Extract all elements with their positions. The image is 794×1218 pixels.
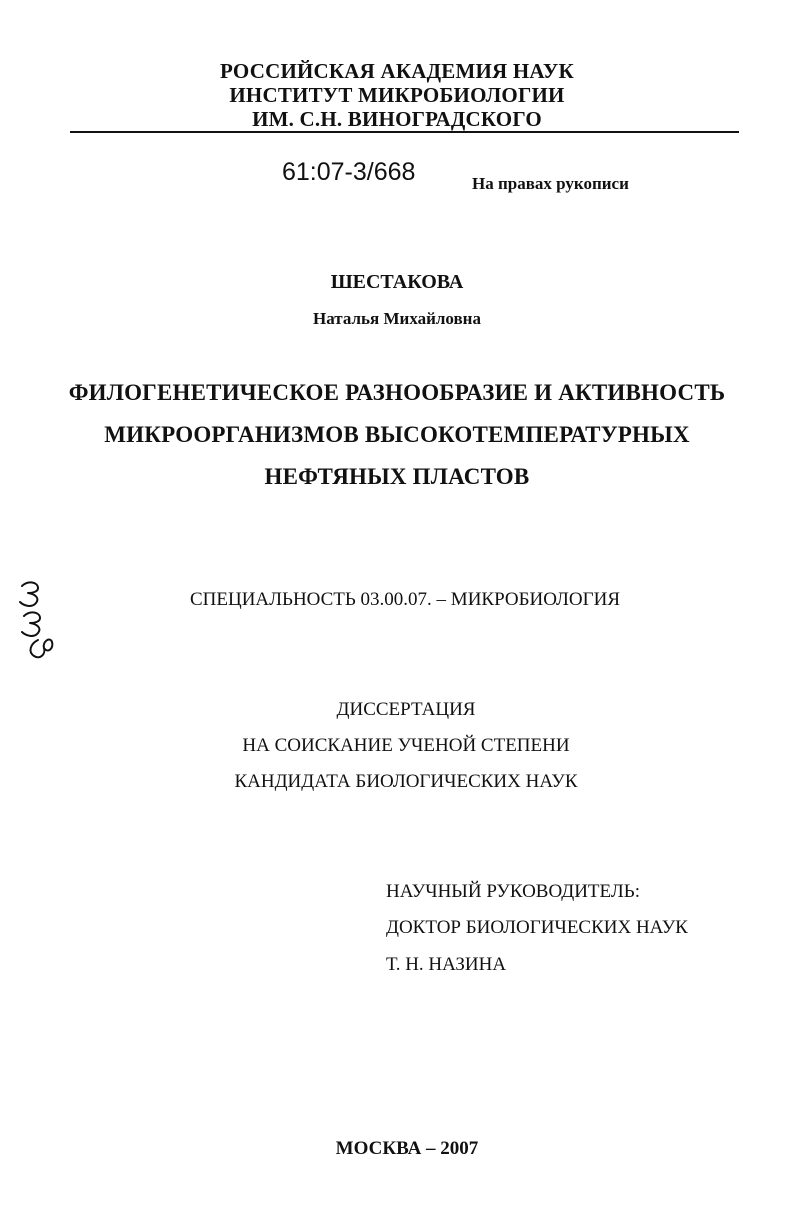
org-line-3: ИМ. С.Н. ВИНОГРАДСКОГО <box>252 107 542 131</box>
title-line-1: ФИЛОГЕНЕТИЧЕСКОЕ РАЗНООБРАЗИЕ И АКТИВНОСТЬ <box>68 380 726 405</box>
org-line-1: РОССИЙСКАЯ АКАДЕМИЯ НАУК <box>220 59 574 83</box>
city-year: МОСКВА – 2007 <box>335 1138 479 1159</box>
supervisor-line-3: Т. Н. НАЗИНА <box>386 954 507 975</box>
catalog-code: 61:07-3/668 <box>282 158 416 186</box>
specialty: СПЕЦИАЛЬНОСТЬ 03.00.07. – МИКРОБИОЛОГИЯ <box>189 589 621 610</box>
dissertation-line-1: ДИССЕРТАЦИЯ <box>336 699 476 720</box>
title-line-3: НЕФТЯНЫХ ПЛАСТОВ <box>264 464 530 489</box>
handwritten-inventory-number <box>8 574 62 664</box>
org-line-2: ИНСТИТУТ МИКРОБИОЛОГИИ <box>229 83 565 107</box>
author-surname: ШЕСТАКОВА <box>330 271 464 293</box>
title-line-2: МИКРООРГАНИЗМОВ ВЫСОКОТЕМПЕРАТУРНЫХ <box>104 422 690 447</box>
rights-note: На правах рукописи <box>472 174 629 193</box>
supervisor-line-2: ДОКТОР БИОЛОГИЧЕСКИХ НАУК <box>386 917 688 938</box>
dissertation-line-3: КАНДИДАТА БИОЛОГИЧЕСКИХ НАУК <box>234 771 578 792</box>
author-given-names: Наталья Михайловна <box>313 309 481 328</box>
header-divider <box>70 131 739 133</box>
dissertation-line-2: НА СОИСКАНИЕ УЧЕНОЙ СТЕПЕНИ <box>242 735 570 756</box>
supervisor-line-1: НАУЧНЫЙ РУКОВОДИТЕЛЬ: <box>386 881 640 902</box>
